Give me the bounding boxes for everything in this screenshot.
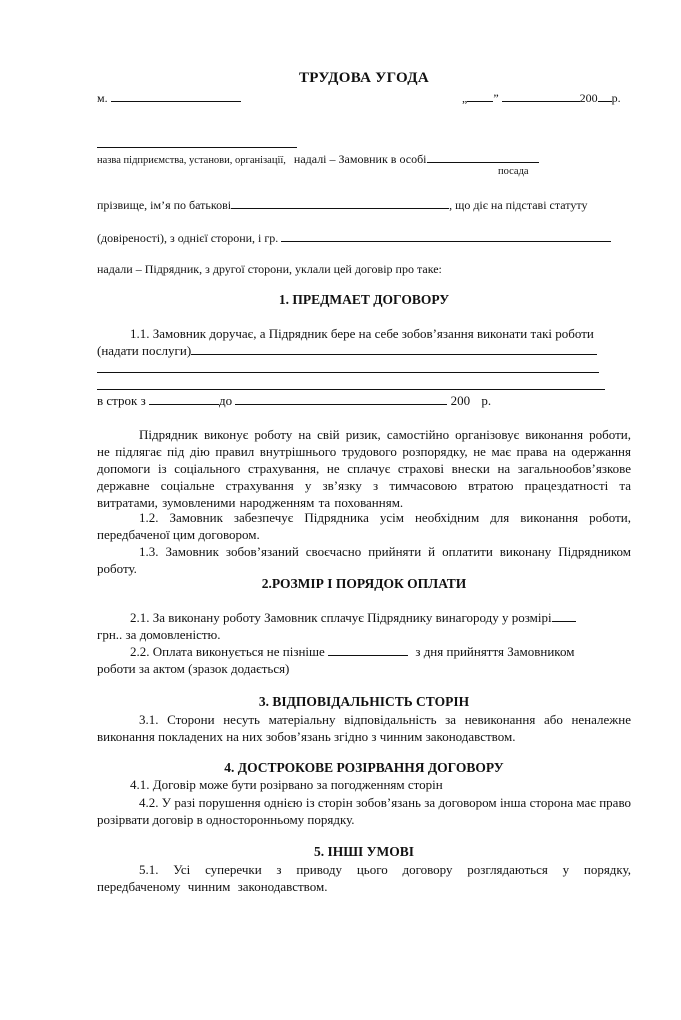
statute-text: , що діє на підставі статуту xyxy=(449,198,588,212)
payment-term-field[interactable] xyxy=(328,644,408,656)
year-suffix: р. xyxy=(611,91,621,105)
org-caption: назва підприємства, установи, організації, xyxy=(97,155,286,166)
services-field-line3[interactable] xyxy=(97,389,605,390)
position-caption: посада xyxy=(498,166,529,177)
clause-1-2: 1.2. Замовник забезпечує Підрядника усім необхідним для виконання роботи, передбаченої цим договором. xyxy=(97,510,631,542)
term-from-field[interactable] xyxy=(149,393,219,405)
clause-2-2-text: 2.2. Оплата виконується не пізніше xyxy=(130,644,325,659)
fullname-line xyxy=(97,197,587,213)
city-field[interactable] xyxy=(111,90,241,102)
year-prefix: 200 xyxy=(579,91,598,105)
term-to-field[interactable] xyxy=(235,393,447,405)
term-suffix: р. xyxy=(481,393,492,408)
section-3-heading: 3. ВІДПОВІДАЛЬНІСТЬ СТОРІН xyxy=(258,694,470,709)
proxy-text: (довіреності), з однієї сторони, і гр. xyxy=(97,231,279,245)
services-field[interactable] xyxy=(191,343,597,355)
term-to-label: до xyxy=(218,393,233,408)
risk-paragraph: Підрядник виконує роботу на свій ризик, самостійно організовує виконання роботи, не підлягає під дію правил внутрішнього трудового розпорядку, не має права на одержання допомоги із соціального страхування, не сплачує страхові внески на загальнообов’язкове державне соціальне страхування у зв’язку з тимчасовою втратою працездатності та витратами, зумовленими народженням та похованням. xyxy=(97,427,631,510)
clause-2-1-line2: грн.. за домовленістю. xyxy=(97,627,221,642)
clause-1-1-line2 xyxy=(97,343,597,359)
clause-2-2-line1 xyxy=(130,644,574,660)
clause-1-1-line1: 1.1. Замовник доручає, а Підрядник бере на себе зобов’язання виконати такі роботи xyxy=(130,326,594,341)
clause-2-1-text: 2.1. За виконану роботу Замовник сплачує Підряднику винагороду у розмірі xyxy=(130,610,552,625)
city-line xyxy=(97,90,241,106)
term-year: 200 xyxy=(450,393,471,408)
section-2-heading: 2.РОЗМІР І ПОРЯДОК ОПЛАТИ xyxy=(261,576,467,591)
date-line xyxy=(462,90,621,106)
document-title: ТРУДОВА УГОДА xyxy=(298,70,430,86)
section-1-heading: 1. ПРЕДМАЕТ ДОГОВОРУ xyxy=(278,292,450,307)
contractor-name-field[interactable] xyxy=(281,230,611,242)
month-field[interactable] xyxy=(502,90,580,102)
section-4-heading: 4. ДОСТРОКОВЕ РОЗІРВАННЯ ДОГОВОРУ xyxy=(224,760,504,775)
customer-text: надалі – Замовник в особі xyxy=(293,152,427,166)
day-field[interactable] xyxy=(467,90,493,102)
proxy-line xyxy=(97,230,611,246)
reward-amount-field[interactable] xyxy=(552,610,576,622)
clause-4-2: 4.2. У разі порушення однією із сторін зобов’язань за договором інша сторона має право розірвати договір в односторонньому порядку. xyxy=(97,795,631,827)
position-field[interactable] xyxy=(427,151,539,163)
org-name-field[interactable] xyxy=(97,147,297,148)
date-open-quote: „ xyxy=(462,91,468,105)
services-field-line2[interactable] xyxy=(97,372,599,373)
term-line xyxy=(97,393,491,409)
clause-5-1: 5.1. Усі суперечки з приводу цього договору розглядаються у порядку, передбаченому чинним законодавством. xyxy=(97,862,631,894)
org-line xyxy=(97,150,539,168)
clause-2-1-line1 xyxy=(130,610,576,626)
date-close-quote: ” xyxy=(493,91,499,105)
services-label: (надати послуги) xyxy=(97,343,192,358)
contractor-line: надали – Підрядник, з другої сторони, уклали цей договір про таке: xyxy=(97,262,442,276)
clause-2-2-text-b: з дня прийняття Замовником xyxy=(415,644,575,659)
fullname-field[interactable] xyxy=(231,197,449,209)
city-prefix: м. xyxy=(97,91,108,105)
term-from-label: в строк з xyxy=(97,393,146,408)
year-field[interactable] xyxy=(598,90,612,102)
clause-2-2-line2: роботи за актом (зразок додається) xyxy=(97,661,290,676)
clause-4-1: 4.1. Договір може бути розірвано за погодженням сторін xyxy=(130,777,443,792)
clause-1-3: 1.3. Замовник зобов’язаний своєчасно прийняти й оплатити виконану Підрядником роботу. xyxy=(97,544,631,576)
fullname-label: прізвище, ім’я по батькові xyxy=(97,198,232,212)
section-5-heading: 5. ІНШІ УМОВІ xyxy=(313,844,415,859)
clause-3-1: 3.1. Сторони несуть матеріальну відповідальність за невиконання або неналежне виконання покладених на них зобов’язань згідно з чинним законодавством. xyxy=(97,712,631,744)
